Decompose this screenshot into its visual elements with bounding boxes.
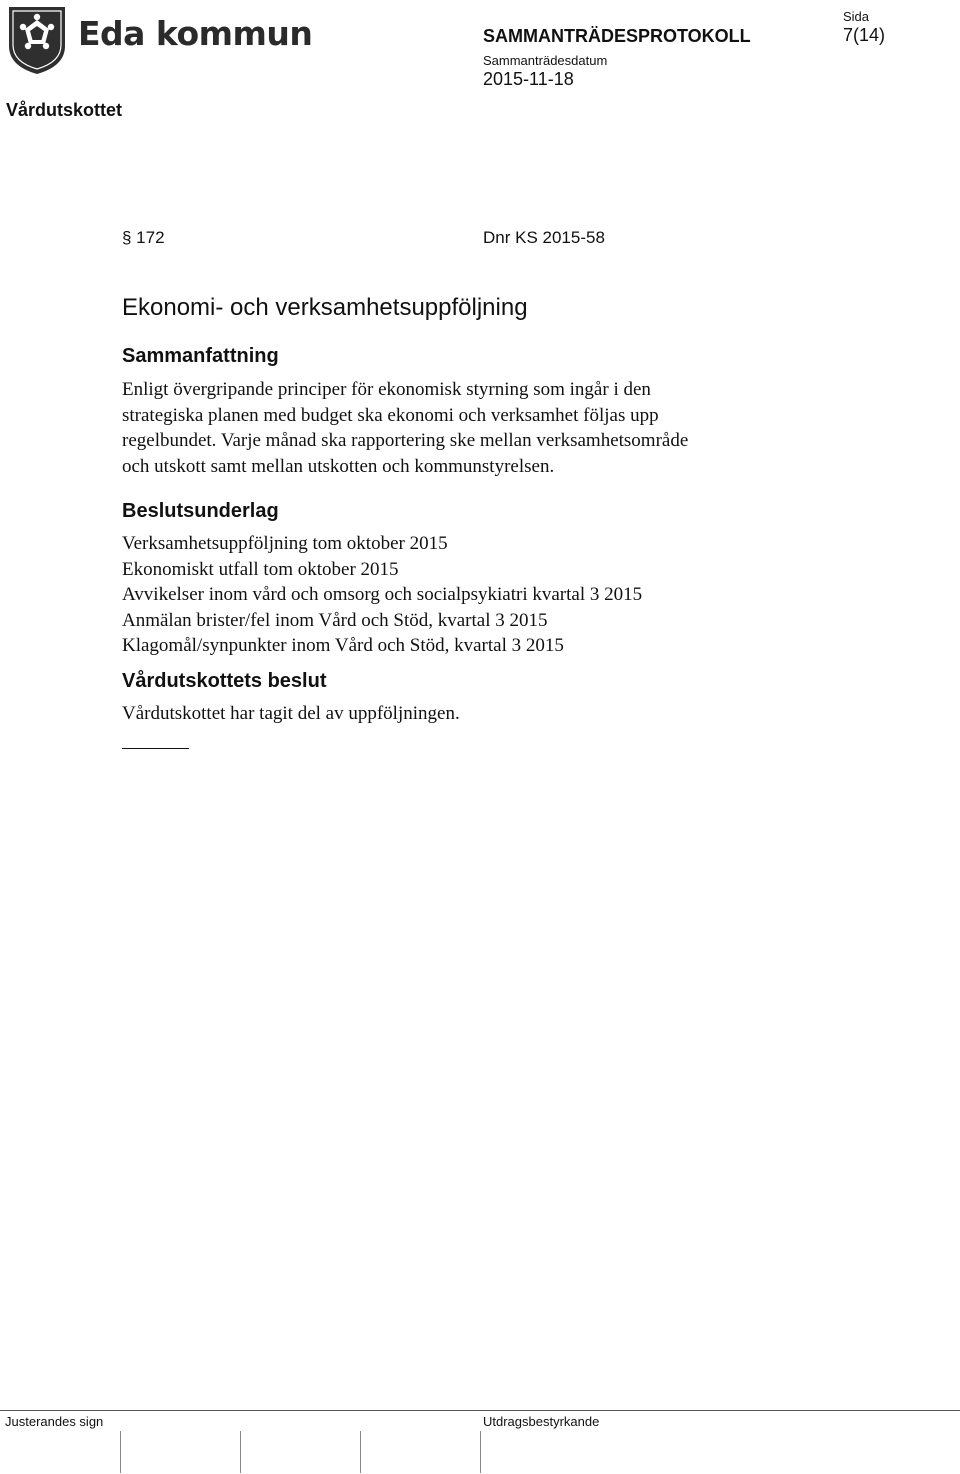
summary-line: Enligt övergripande principer för ekonomisk styrning som ingår i den xyxy=(122,379,651,400)
decision-text xyxy=(122,701,822,727)
signature-box-divider xyxy=(240,1431,241,1473)
summary-line: regelbundet. Varje månad ska rapportering ske mellan verksamhetsområde xyxy=(122,430,689,451)
extract-certification-label: Utdragsbestyrkande xyxy=(483,1414,600,1429)
paragraph-title: Ekonomi- och verksamhetsuppföljning xyxy=(122,294,528,321)
signature-box-divider xyxy=(480,1431,481,1473)
page-label: Sida xyxy=(843,9,870,24)
decision-heading: Vårdutskottets beslut xyxy=(122,670,327,692)
basis-item: Verksamhetsuppföljning tom oktober 2015 xyxy=(122,533,448,554)
basis-heading: Beslutsunderlag xyxy=(122,500,279,522)
eda-kommun-coat-of-arms-icon xyxy=(6,4,68,76)
footer-divider xyxy=(0,1410,960,1411)
diary-number: Dnr KS 2015-58 xyxy=(483,228,605,247)
summary-line: och utskott samt mellan utskotten och kommunstyrelsen. xyxy=(122,455,555,477)
organization-logo-text: Eda kommun xyxy=(78,14,313,53)
summary-line: strategiska planen med budget ska ekonomi och verksamhet följas upp xyxy=(122,404,659,426)
paragraph-number: § 172 xyxy=(122,228,165,247)
section-end-divider xyxy=(122,748,189,749)
summary-text xyxy=(122,377,822,479)
basis-item: Anmälan brister/fel inom Vård och Stöd, kvartal 3 2015 xyxy=(122,609,548,631)
summary-heading: Sammanfattning xyxy=(122,345,279,367)
signature-box-divider xyxy=(120,1431,121,1473)
basis-item: Klagomål/synpunkter inom Vård och Stöd, kvartal 3 2015 xyxy=(122,635,564,656)
signature-box-divider xyxy=(360,1431,361,1473)
basis-list xyxy=(122,531,822,659)
meeting-date-label: Sammanträdesdatum xyxy=(483,53,608,68)
protocol-title: SAMMANTRÄDESPROTOKOLL xyxy=(483,26,751,46)
meeting-date-value: 2015-11-18 xyxy=(483,69,574,89)
justification-signature-label: Justerandes sign xyxy=(5,1414,104,1429)
basis-item: Avvikelser inom vård och omsorg och socialpsykiatri kvartal 3 2015 xyxy=(122,584,643,605)
basis-item: Ekonomiskt utfall tom oktober 2015 xyxy=(122,558,399,580)
decision-line: Vårdutskottet har tagit del av uppföljningen. xyxy=(122,703,460,724)
page-number: 7(14) xyxy=(843,25,886,45)
committee-name: Vårdutskottet xyxy=(6,100,123,120)
